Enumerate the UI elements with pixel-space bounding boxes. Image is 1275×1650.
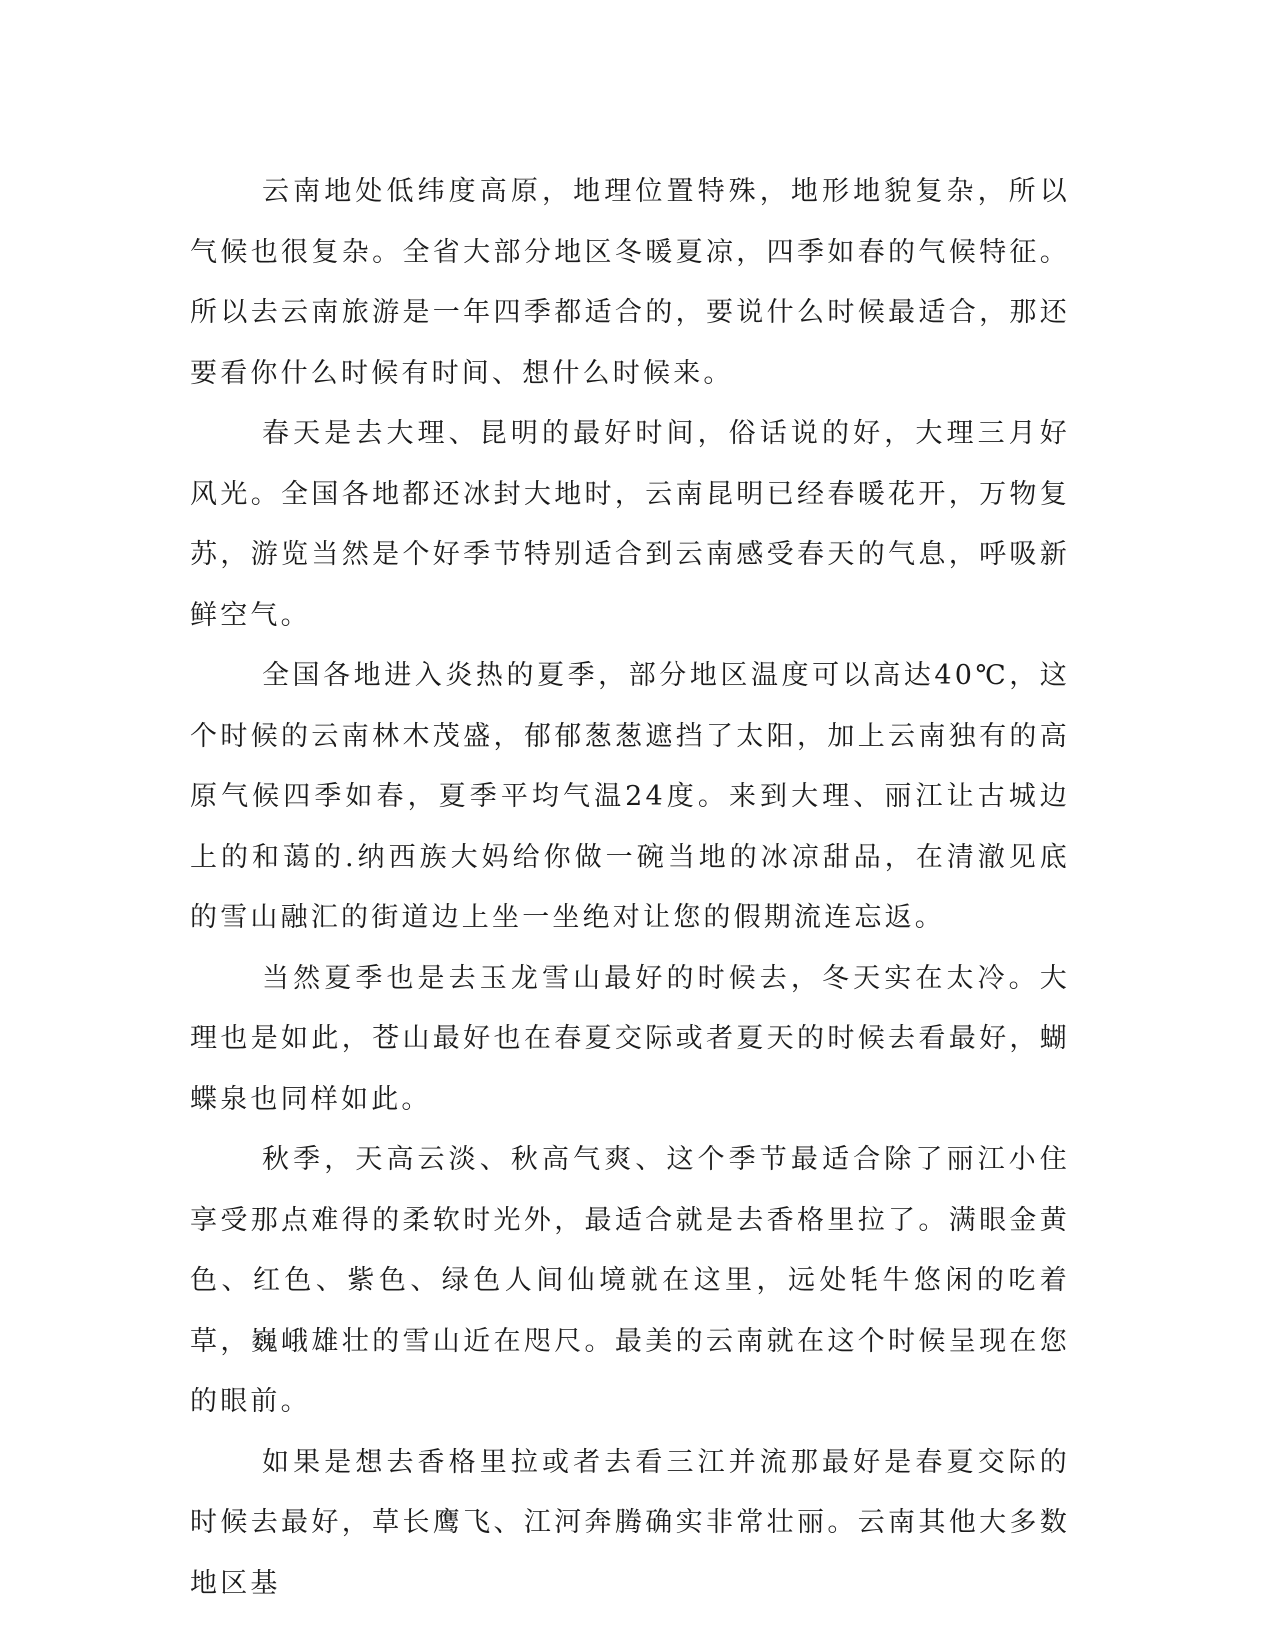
paragraph-spring: 春天是去大理、昆明的最好时间，俗话说的好，大理三月好风光。全国各地都还冰封大地时，云南昆明已经春暖花开，万物复苏，游览当然是个好季节特别适合到云南感受春天的气息，呼吸新鲜空气。 [190,418,1070,631]
paragraph-summer: 全国各地进入炎热的夏季，部分地区温度可以高达40℃，这个时候的云南林木茂盛，郁郁葱葱遮挡了太阳，加上云南独有的高原气候四季如春，夏季平均气温24度。来到大理、丽江让古城边上的和蔼的.纳西族大妈给你做一碗当地的冰凉甜品，在清澈见底的雪山融汇的街道边上坐一坐绝对让您的假期流连忘返。 [190,660,1070,933]
paragraph-yulong-snow-mountain: 当然夏季也是去玉龙雪山最好的时候去，冬天实在太冷。大理也是如此，苍山最好也在春夏交际或者夏天的时候去看最好，蝴蝶泉也同样如此。 [190,962,1070,1115]
paragraph-autumn: 秋季，天高云淡、秋高气爽、这个季节最适合除了丽江小住享受那点难得的柔软时光外，最适合就是去香格里拉了。满眼金黄色、红色、紫色、绿色人间仙境就在这里，远处牦牛悠闲的吃着草，巍峨雄壮的雪山近在咫尺。最美的云南就在这个时候呈现在您的眼前。 [190,1144,1070,1417]
paragraph-climate-overview: 云南地处低纬度高原，地理位置特殊，地形地貌复杂，所以气候也很复杂。全省大部分地区冬暖夏凉，四季如春的气候特征。所以去云南旅游是一年四季都适合的，要说什么时候最适合，那还要看你什么时候有时间、想什么时候来。 [190,176,1070,389]
paragraph-shangri-la: 如果是想去香格里拉或者去看三江并流那最好是春夏交际的时候去最好，草长鹰飞、江河奔腾确实非常壮丽。云南其他大多数地区基 [190,1446,1070,1599]
document-body [190,162,1070,1614]
